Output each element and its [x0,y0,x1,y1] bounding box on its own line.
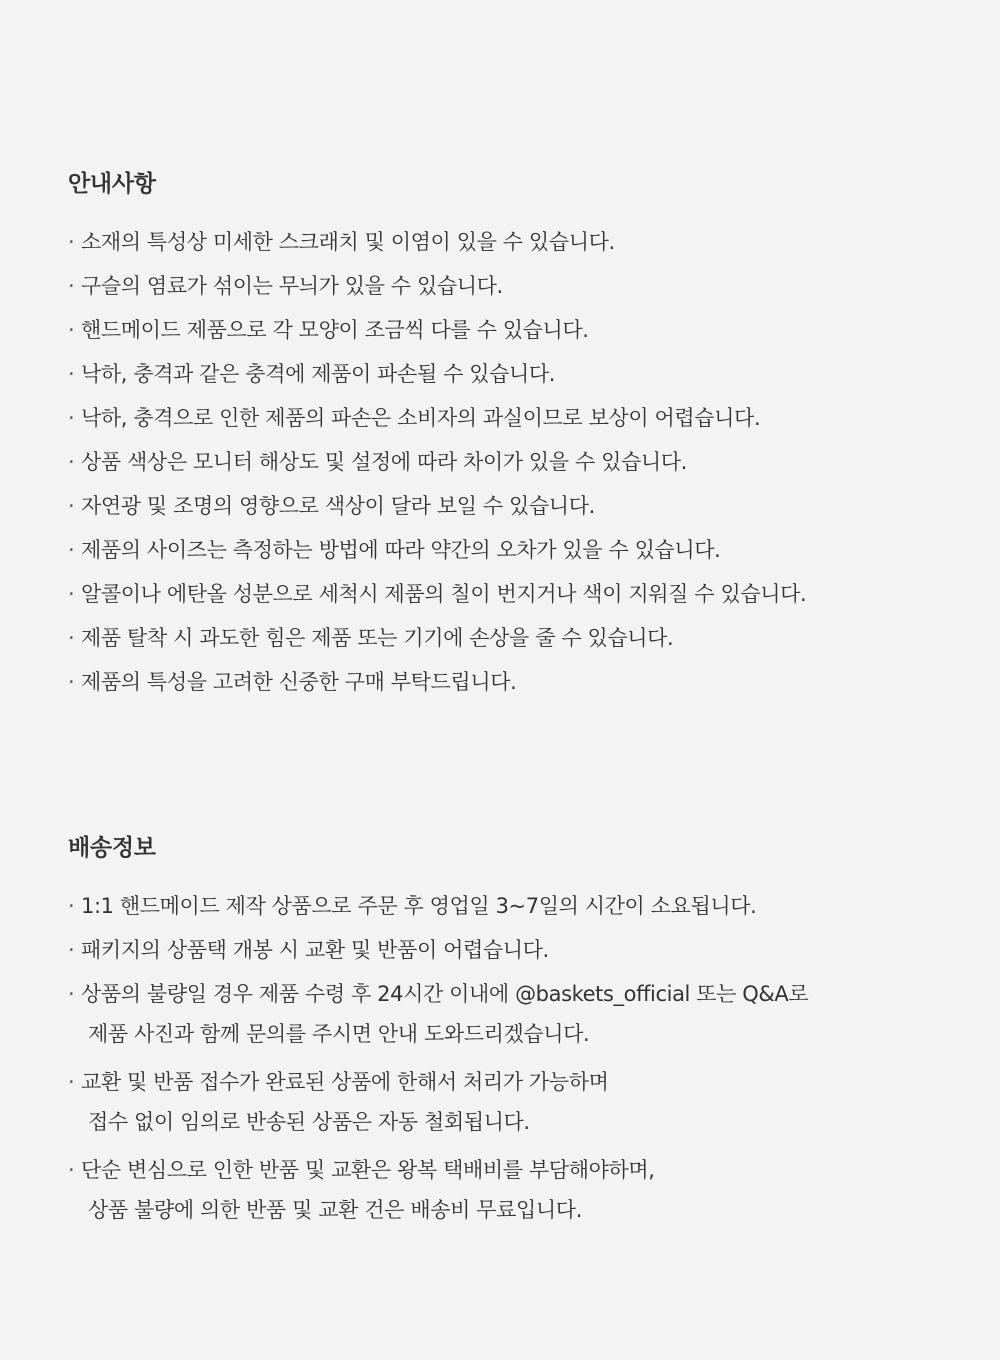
notice-item [68,484,968,528]
shipping-item-text-continued: 제품 사진과 함께 문의를 주시면 안내 도와드리겠습니다. [88,1022,590,1046]
bullet: · [68,230,75,254]
notice-item-text: 핸드메이드 제품으로 각 모양이 조금씩 다를 수 있습니다. [81,318,589,342]
bullet: · [68,494,75,518]
bullet: · [68,274,75,298]
bullet: · [68,982,75,1006]
notice-item-text: 낙하, 충격으로 인한 제품의 파손은 소비자의 과실이므로 보상이 어렵습니다. [81,406,761,430]
notice-item-text: 상품 색상은 모니터 해상도 및 설정에 따라 차이가 있을 수 있습니다. [81,450,687,474]
bullet: · [68,1158,75,1182]
bullet: · [68,626,75,650]
notice-item-text: 제품 탈착 시 과도한 힘은 제품 또는 기기에 손상을 줄 수 있습니다. [81,626,674,650]
bullet: · [68,670,75,694]
shipping-section [68,826,968,1236]
bullet: · [68,362,75,386]
notice-item-text: 낙하, 충격과 같은 충격에 제품이 파손될 수 있습니다. [81,362,556,386]
shipping-item [68,928,968,972]
shipping-item-text: 1:1 핸드메이드 제작 상품으로 주문 후 영업일 3~7일의 시간이 소요됩니다. [81,894,757,918]
bullet: · [68,894,75,918]
notice-item [68,352,968,396]
shipping-title: 배송정보 [68,835,156,861]
notice-item [68,220,968,264]
shipping-item-text-continued: 접수 없이 임의로 반송된 상품은 자동 철회됩니다. [88,1110,530,1134]
bullet: · [68,938,75,962]
notice-item [68,660,968,704]
notice-item-text: 구슬의 염료가 섞이는 무늬가 있을 수 있습니다. [81,274,503,298]
notice-title: 안내사항 [68,171,156,197]
notice-item-text: 소재의 특성상 미세한 스크래치 및 이염이 있을 수 있습니다. [81,230,615,254]
bullet: · [68,318,75,342]
shipping-item [68,972,968,1056]
notice-item-text: 자연광 및 조명의 영향으로 색상이 달라 보일 수 있습니다. [81,494,595,518]
notice-item [68,440,968,484]
shipping-list [68,884,968,1232]
notice-item [68,616,968,660]
bullet: · [68,450,75,474]
notice-item [68,264,968,308]
notice-item-text: 제품의 특성을 고려한 신중한 구매 부탁드립니다. [81,670,517,694]
notice-section [68,162,968,704]
notice-item [68,308,968,352]
shipping-item-text: 상품의 불량일 경우 제품 수령 후 24시간 이내에 @baskets_official 또는 Q&A로 [81,982,809,1006]
notice-item-text: 알콜이나 에탄올 성분으로 세척시 제품의 칠이 번지거나 색이 지워질 수 있습니다. [81,582,807,606]
notice-item-text: 제품의 사이즈는 측정하는 방법에 따라 약간의 오차가 있을 수 있습니다. [81,538,721,562]
notice-item [68,396,968,440]
shipping-item-text: 패키지의 상품택 개봉 시 교환 및 반품이 어렵습니다. [81,938,549,962]
bullet: · [68,538,75,562]
notice-item [68,528,968,572]
notice-item [68,572,968,616]
bullet: · [68,582,75,606]
shipping-item-text-continued: 상품 불량에 의한 반품 및 교환 건은 배송비 무료입니다. [88,1198,582,1222]
bullet: · [68,1070,75,1094]
shipping-item [68,884,968,928]
bullet: · [68,406,75,430]
shipping-item-text: 단순 변심으로 인한 반품 및 교환은 왕복 택배비를 부담해야하며, [81,1158,655,1182]
shipping-item-text: 교환 및 반품 접수가 완료된 상품에 한해서 처리가 가능하며 [81,1070,609,1094]
shipping-item [68,1060,968,1144]
shipping-item [68,1148,968,1232]
notice-list [68,220,968,704]
